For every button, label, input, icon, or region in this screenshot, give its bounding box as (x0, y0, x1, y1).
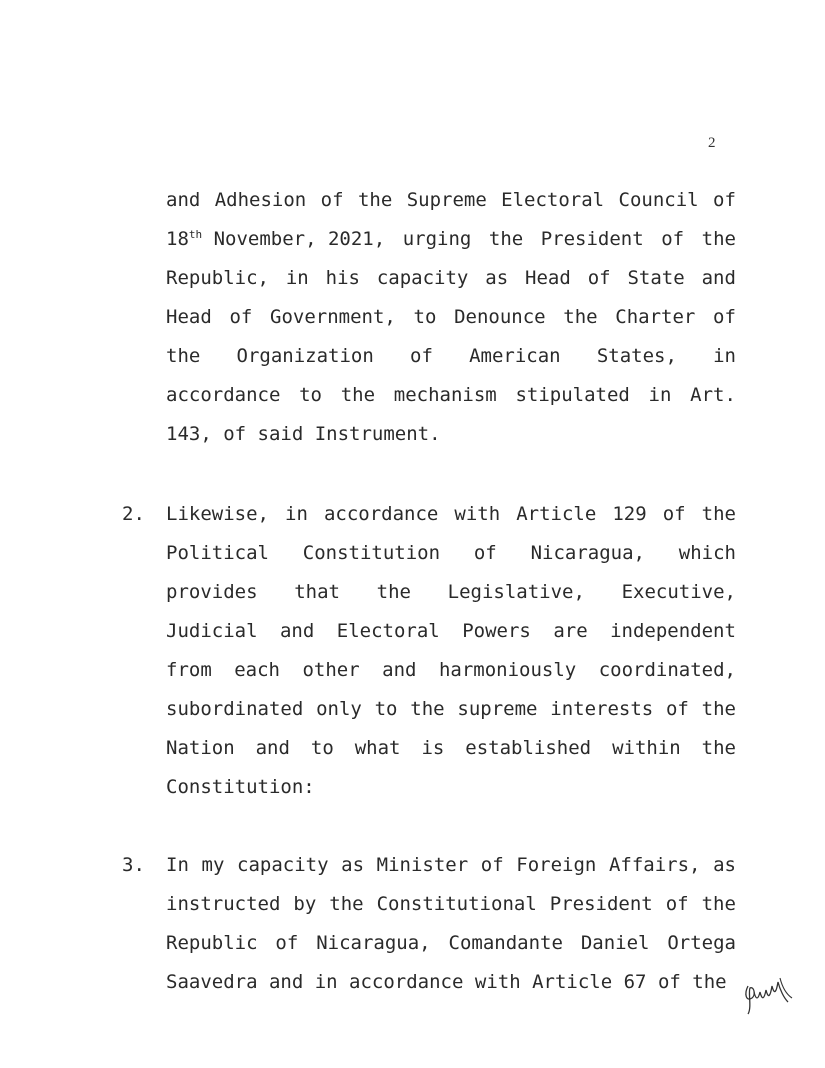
word: of (661, 228, 685, 250)
word: of (480, 854, 504, 876)
word: independent (610, 620, 736, 642)
text-line (166, 929, 736, 968)
word: Constitution (302, 542, 441, 564)
text-line (166, 695, 736, 734)
word: Comandante (448, 932, 563, 954)
text-line (166, 890, 736, 929)
word: his (325, 267, 360, 289)
word: of (662, 503, 686, 525)
word: 67 (623, 971, 658, 993)
word: Judicial (166, 620, 258, 642)
word: of (713, 189, 736, 211)
signature-initials (740, 968, 798, 1016)
word: coordinated, (598, 659, 736, 681)
word: President (549, 893, 653, 915)
word: Electoral (336, 620, 440, 642)
word: 129 (612, 503, 647, 525)
item-3-number: 3. (122, 854, 145, 876)
item-3-paragraph (166, 851, 736, 1007)
word: Political (166, 542, 269, 564)
word: State (627, 267, 685, 289)
word: Council (618, 189, 699, 211)
word: Executive, (621, 581, 736, 603)
word: Minister (376, 854, 469, 876)
word: and (166, 189, 201, 211)
word: and (268, 971, 315, 993)
word: by (293, 893, 317, 915)
word: Republic (166, 932, 258, 954)
word: Charter (615, 306, 696, 328)
word: 18th November, 2021, (166, 228, 386, 250)
text-line (166, 734, 736, 773)
word: is (421, 737, 445, 759)
word: which (678, 542, 736, 564)
word: of (657, 971, 693, 993)
word: provides (166, 581, 258, 603)
word: of (275, 932, 299, 954)
word: of (713, 306, 736, 328)
word: to (374, 698, 398, 720)
word: Denounce (454, 306, 546, 328)
word: instructed (166, 893, 281, 915)
word: and (279, 620, 315, 642)
word: in (285, 267, 309, 289)
word: capacity (237, 854, 329, 876)
word: the (701, 228, 736, 250)
word: the (701, 698, 736, 720)
word: Likewise, (166, 503, 269, 525)
text-line (166, 342, 736, 381)
word: established (465, 737, 592, 759)
word: accordance (166, 384, 281, 406)
word: American (469, 345, 561, 367)
word: Daniel (580, 932, 650, 954)
word: the (410, 698, 445, 720)
word: of (229, 306, 253, 328)
word: interests (550, 698, 654, 720)
word: in (314, 971, 350, 993)
word: that (294, 581, 340, 603)
word: Head (525, 267, 571, 289)
word: 143, of said Instrument. (166, 423, 441, 445)
text-line (166, 578, 736, 617)
word: Legislative, (447, 581, 585, 603)
text-line (166, 381, 736, 420)
word: to (413, 306, 437, 328)
text-line (166, 656, 736, 695)
word: the (166, 345, 201, 367)
text-line (166, 303, 736, 342)
text-line (166, 617, 736, 656)
word: urging (402, 228, 472, 250)
word: with (454, 503, 501, 525)
word: Nicaragua, (316, 932, 431, 954)
word: the (376, 581, 411, 603)
text-line (166, 225, 736, 264)
word: Article (532, 971, 624, 993)
text-line (166, 500, 736, 539)
word: Head (166, 306, 212, 328)
word: In (166, 854, 189, 876)
text-line (166, 186, 736, 225)
word: President (540, 228, 644, 250)
page-number: 2 (708, 135, 716, 151)
word: Article (516, 503, 597, 525)
text-line (166, 539, 736, 578)
word: the (488, 228, 524, 250)
word: Constitution: (166, 776, 315, 798)
word: mechanism (393, 384, 497, 406)
word: in (648, 384, 672, 406)
word: and (701, 267, 736, 289)
word: Saavedra (166, 971, 269, 993)
word: harmoniously (438, 659, 577, 681)
word: accordance (349, 971, 475, 993)
word: as (485, 267, 509, 289)
word: from (166, 659, 212, 681)
text-line (166, 420, 736, 459)
word: Supreme (406, 189, 487, 211)
word: of (473, 542, 497, 564)
word: Adhesion (214, 189, 307, 211)
item-2-paragraph (166, 500, 736, 812)
word: in (285, 503, 308, 525)
word: of (320, 189, 344, 211)
word: Republic, (166, 267, 269, 289)
word: Electoral (501, 189, 605, 211)
word: each (234, 659, 280, 681)
word: of (587, 267, 611, 289)
word: Constitutional (376, 893, 537, 915)
word: Nation (166, 737, 235, 759)
word: to (310, 737, 334, 759)
word: what (354, 737, 401, 759)
word: to (299, 384, 322, 406)
word: Organization (236, 345, 374, 367)
word: within (612, 737, 681, 759)
word: the (329, 893, 364, 915)
word: Powers (462, 620, 531, 642)
word: the (701, 893, 736, 915)
word: are (553, 620, 588, 642)
word: the (340, 384, 376, 406)
word: the (692, 971, 727, 993)
word: accordance (323, 503, 439, 525)
word: subordinated (166, 698, 304, 720)
word: of (410, 345, 433, 367)
word: Government, (270, 306, 396, 328)
text-line (166, 968, 736, 1007)
word: as (341, 854, 365, 876)
word: in (713, 345, 736, 367)
word: other (302, 659, 360, 681)
word: States, (596, 345, 677, 367)
word: only (316, 698, 362, 720)
word: with (474, 971, 533, 993)
word: of (665, 893, 689, 915)
text-line (166, 851, 736, 890)
text-line (166, 773, 736, 812)
word: the (701, 737, 736, 759)
word: Foreign (516, 854, 597, 876)
item-2-number: 2. (122, 503, 145, 525)
word: as (713, 854, 736, 876)
word: Art. (690, 384, 736, 406)
text-line (166, 264, 736, 303)
word: capacity (376, 267, 469, 289)
word: and (255, 737, 290, 759)
word: Ortega (667, 932, 736, 954)
word: my (201, 854, 225, 876)
word: the (563, 306, 598, 328)
word: Affairs, (608, 854, 701, 876)
word: Nicaragua, (530, 542, 645, 564)
word: and (382, 659, 417, 681)
word: of (665, 698, 689, 720)
intro-paragraph (166, 186, 736, 459)
word: stipulated (515, 384, 630, 406)
word: the (701, 503, 736, 525)
word: supreme (457, 698, 538, 720)
word: the (357, 189, 393, 211)
